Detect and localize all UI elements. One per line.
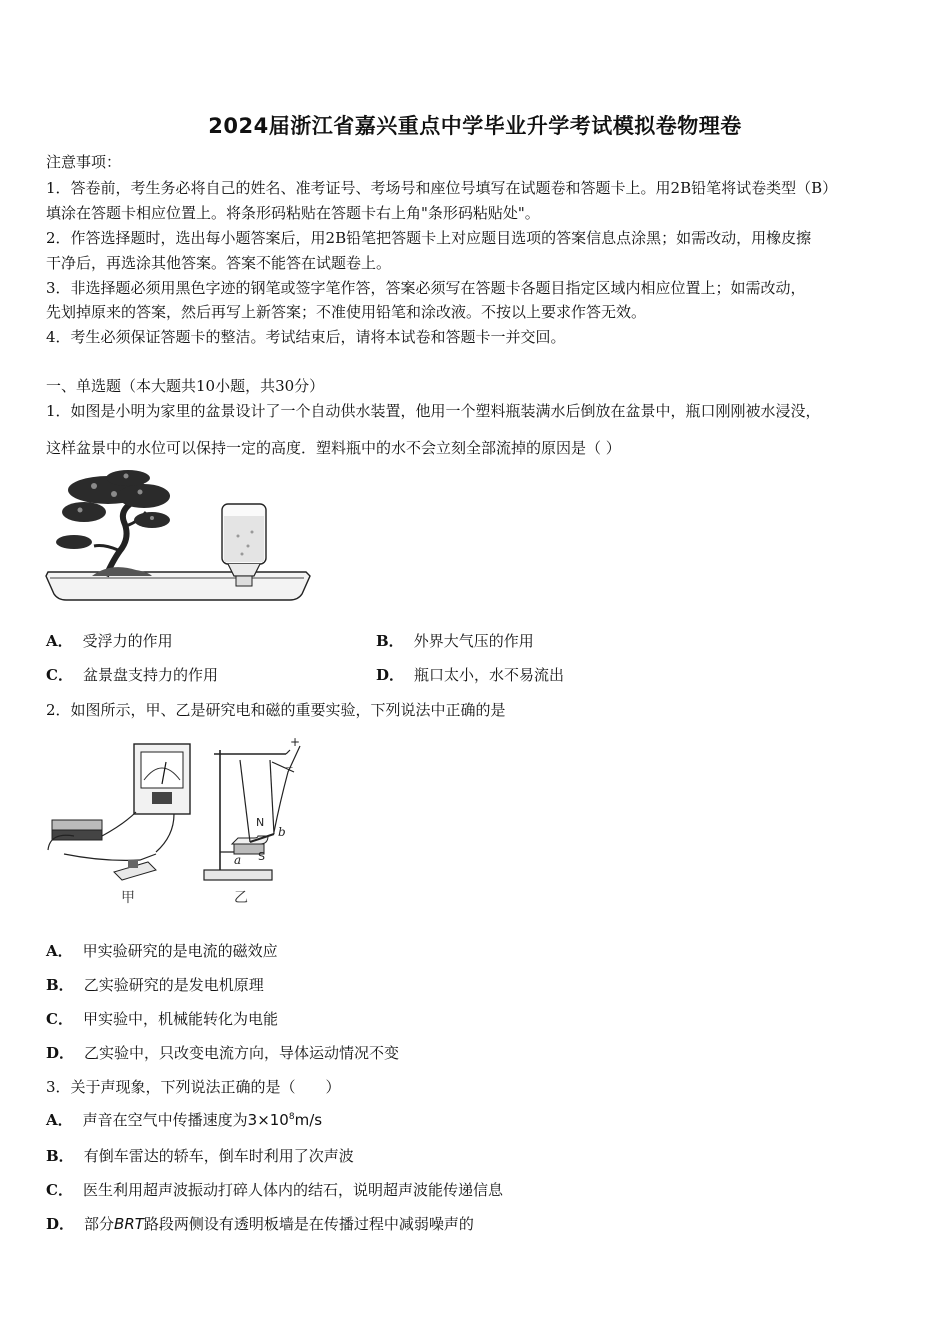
option-text: 甲实验研究的是电流的磁效应 bbox=[82, 942, 278, 960]
option-text: 受浮力的作用 bbox=[82, 632, 173, 650]
speed-value: 3×10 bbox=[247, 1111, 289, 1129]
q2-option-c[interactable] bbox=[46, 1009, 278, 1029]
option-text: 部分 bbox=[84, 1215, 115, 1233]
q1-stem-line2: 这样盆景中的水位可以保持一定的高度．塑料瓶中的水不会立刻全部流掉的原因是（ ） bbox=[46, 439, 621, 457]
option-letter: C． bbox=[46, 666, 73, 684]
option-text: 有倒车雷达的轿车，倒车时利用了次声波 bbox=[83, 1147, 354, 1165]
fig-label-plus: + bbox=[290, 735, 301, 749]
option-letter: B． bbox=[376, 632, 404, 650]
notice-line: 填涂在答题卡相应位置上。将条形码粘贴在答题卡右上角"条形码粘贴处"。 bbox=[46, 204, 540, 222]
option-text: 医生利用超声波振动打碎人体内的结石，说明超声波能传递信息 bbox=[82, 1181, 503, 1199]
q1-bonsai-figure bbox=[44, 466, 314, 608]
q2-option-b[interactable] bbox=[46, 975, 264, 995]
fig-label-yi: 乙 bbox=[234, 890, 248, 906]
notice-line: 干净后，再选涂其他答案。答案不能答在试题卷上。 bbox=[46, 254, 392, 272]
q1-option-a[interactable] bbox=[46, 631, 173, 651]
q2-option-d[interactable] bbox=[46, 1043, 399, 1063]
fig-label-jia: 甲 bbox=[121, 890, 135, 906]
option-letter: A． bbox=[46, 632, 73, 650]
q3-option-a[interactable] bbox=[46, 1110, 322, 1130]
option-text: 瓶口太小，水不易流出 bbox=[414, 666, 565, 684]
option-letter: B． bbox=[46, 1147, 74, 1165]
option-text: 声音在空气中传播速度为 bbox=[82, 1111, 248, 1129]
notice-line: 先划掉原来的答案，然后再写上新答案；不准使用铅笔和涂改液。不按以上要求作答无效。 bbox=[46, 303, 647, 321]
brt-label: BRT bbox=[114, 1215, 144, 1233]
fig-label-n: N bbox=[256, 816, 265, 829]
option-text: 外界大气压的作用 bbox=[413, 632, 534, 650]
option-letter: A． bbox=[46, 942, 73, 960]
q1-stem-line1: 1．如图是小明为家里的盆景设计了一个自动供水装置，他用一个塑料瓶装满水后倒放在盆景中，瓶口刚刚被水浸没， bbox=[46, 402, 821, 420]
notice-line: 3．非选择题必须用黑色字迹的钢笔或签字笔作答，答案必须写在答题卡各题目指定区域内相应位置上；如需改动， bbox=[46, 279, 806, 297]
fig-label-b: b bbox=[278, 825, 286, 839]
notice-line: 2．作答选择题时，选出每小题答案后，用2B铅笔把答题卡上对应题目选项的答案信息点涂黑；如需改动，用橡皮擦 bbox=[46, 229, 812, 247]
option-letter: B． bbox=[46, 976, 74, 994]
q2-stem: 2．如图所示，甲、乙是研究电和磁的重要实验，下列说法中正确的是 bbox=[46, 701, 506, 719]
q3-option-b[interactable] bbox=[46, 1146, 354, 1166]
page-title: 2024届浙江省嘉兴重点中学毕业升学考试模拟卷物理卷 bbox=[208, 114, 742, 138]
q1-option-b[interactable] bbox=[376, 631, 534, 651]
option-text: 甲实验中，机械能转化为电能 bbox=[82, 1010, 278, 1028]
option-text: 乙实验中，只改变电流方向，导体运动情况不变 bbox=[84, 1044, 400, 1062]
q1-option-d[interactable] bbox=[376, 665, 564, 685]
option-text: 乙实验研究的是发电机原理 bbox=[83, 976, 264, 994]
q3-option-c[interactable] bbox=[46, 1180, 503, 1200]
fig-label-a: a bbox=[234, 853, 242, 867]
q2-experiment-figure bbox=[44, 732, 344, 914]
notice-line: 1．答卷前，考生务必将自己的姓名、准考证号、考场号和座位号填写在试题卷和答题卡上。用2B铅笔将试卷类型（B） bbox=[46, 179, 838, 197]
option-letter: D． bbox=[46, 1044, 75, 1062]
speed-exponent: 8 bbox=[288, 1112, 295, 1122]
option-letter: C． bbox=[46, 1010, 73, 1028]
section-heading: 一、单选题（本大题共10小题，共30分） bbox=[46, 377, 325, 395]
option-letter: A． bbox=[46, 1111, 73, 1129]
option-letter: D． bbox=[376, 666, 405, 684]
option-text: 盆景盘支持力的作用 bbox=[82, 666, 218, 684]
option-text: 路段两侧设有透明板墙是在传播过程中减弱噪声的 bbox=[143, 1215, 474, 1233]
q3-option-d[interactable] bbox=[46, 1214, 474, 1234]
q2-option-a[interactable] bbox=[46, 941, 278, 961]
option-letter: D． bbox=[46, 1215, 75, 1233]
speed-unit: m/s bbox=[294, 1111, 323, 1129]
q3-stem: 3．关于声现象，下列说法正确的是（ ） bbox=[46, 1078, 341, 1096]
q1-option-c[interactable] bbox=[46, 665, 218, 685]
notice-line: 4．考生必须保证答题卡的整洁。考试结束后，请将本试卷和答题卡一并交回。 bbox=[46, 328, 566, 346]
option-letter: C． bbox=[46, 1181, 73, 1199]
fig-label-minus: － bbox=[282, 761, 295, 775]
fig-label-s: S bbox=[258, 850, 265, 863]
notice-heading: 注意事项： bbox=[46, 153, 122, 171]
